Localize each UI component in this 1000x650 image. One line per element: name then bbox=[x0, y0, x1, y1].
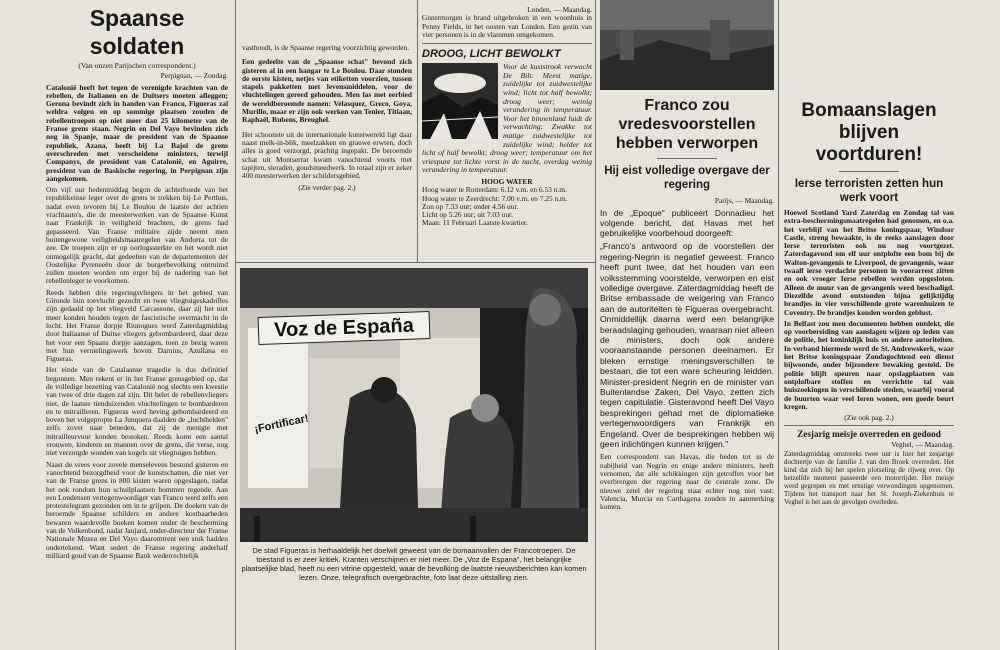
article-spaanse-soldaten bbox=[46, 4, 228, 648]
column-rule bbox=[778, 0, 779, 650]
article-bomaanslagen bbox=[784, 100, 954, 648]
paragraph: Het schoonste uit de internationale kunstwereld ligt daar naast melk-in-blik, meelzakken en grauwe erwten, doch alles is goed verzorgd, prachtig ingepakt. De beroemde schat uit Montserrat kwam vanochtend voorts met tapijten, sieraden, goudsmeedwerk. In totaal zijn er zeker 400 meesterwerken der schildersgebied. bbox=[242, 129, 412, 181]
tide-line: Hoog water te Rotterdam: 6.12 v.m. en 6.53 n.m. bbox=[422, 185, 567, 195]
tide-line: Licht op 5.26 uur; uit 7.03 uur. bbox=[422, 210, 513, 220]
column-rule bbox=[595, 0, 596, 650]
paragraph: In Belfast zou men documenten hebben ontdekt, die op voorbereiding van aanslagen wijzen op leden van de politie, het koninklijk huis en andere autoriteiten. In verband hiermede werd de St. Andrewskerk, waar het Britse koningspaar Zondagochtend een dienst bijwoonde, onder bijzondere bewaking gesteld. De politie blijft speuren naar opslagplaatsen van ontplofbare stoffen en verrichtte tal van huiszoekingen in verschillende steden, waarbij vooral de buurten waar veel Ieren wonen, een goede beurt kregen. bbox=[784, 318, 954, 411]
tide-title: HOOG WATER bbox=[481, 176, 533, 186]
article-headline: Bomaanslagen blijven voortduren! bbox=[801, 100, 937, 165]
column-rule bbox=[235, 0, 236, 650]
section-rule bbox=[235, 262, 595, 263]
brief-title: Zesjarig meisje overreden en gedood bbox=[797, 429, 941, 440]
dateline: Veghel, — Maandag. bbox=[891, 440, 954, 450]
article-title: Spaanse soldaten bbox=[89, 5, 185, 59]
photo-scene bbox=[240, 268, 588, 542]
paragraph: Een gedeelte van de „Spaanse schat" bevond zich gisteren al in een hangar te Le Boulou. Daar stonden de eerste kisten, netjes van etiketten voorzien, tussen stapels pakketten met levensmiddelen, voor de vluchtelingen gereed gehouden. Men las met eerbied de wereldberoemde namen: Velasquez, Greco, Goya, Murillo, maar er zijn ook werken van Tenier, Titiaan, Raphaël, Rubens, Breughel. bbox=[242, 57, 412, 125]
article-continuation bbox=[242, 44, 412, 258]
paragraph: Om vijf uur hedenmiddag begon de achterhoede van het republikeinse leger over de grens te trekken bij Le Perthus, nadat even tevoren bij Le Boulou de laatste der achtien vrachtauto's, die de meesterwerken van de Spaanse Kunst naar Frankrijk in veiligheid brachten, de grens had gepasseerd. Van Franse militaire zijde neemt men buitengewone veiligheidsmaatregelen van Andorra tot de zee. De troepen zijn er op oorlogssterkte en het wordt niet onmogelijk geacht, dat gedeelten van de departementen der Oostelijke Pyreneeën door de burgerbevolking ontruimd zullen moeten worden om erger bij de nadering van het rebellenleger te voorkomen. bbox=[46, 185, 228, 286]
article-subhead: Ierse terroristen zetten hun werk voort bbox=[794, 178, 944, 204]
tide-line: Hoog water te Zeerdrecht: 7.00 v.m. en 7.25 n.m. bbox=[422, 193, 568, 203]
dateline: Londen, — Maandag. bbox=[527, 5, 592, 14]
top-photo bbox=[600, 0, 774, 90]
photo-caption bbox=[240, 546, 588, 606]
tide-line: Maan: 11 Februari Laatste kwartier. bbox=[422, 218, 528, 228]
article-franco bbox=[600, 0, 774, 648]
column-rule bbox=[417, 0, 418, 262]
byline: (Van onzen Parijschen correspondent.) bbox=[78, 61, 196, 70]
paragraph: In de „Epoque" publiceert Donnadieu het volgende bericht, dat Havas met het gebruikelijke voorbehoud doorgeeft: bbox=[600, 208, 774, 239]
paragraph: Reeds hebben drie regeringsvliegers in het gebied van Gironde hun toevlucht gezocht en twee vliegtuigeskadrilles zijn gedaald op het vliegveld Carcassone, daar zij het niet meer konden houden tegen de fascistische overmacht in de lucht. Het Franse dorpje Riunogues werd Zaterdagmiddag door Italiaanse of Duitse vliegers gebombardeerd, daar deze het voor een Spaans dorpje aanzagen, toen ze bezig waren met hun vernielingswerk boven Darnius, Azullana en Figueras. bbox=[46, 287, 228, 364]
paragraph: vasthoudt, is de Spaanse regering voorzichtig geworden. bbox=[242, 44, 410, 52]
tide-line: Zon op 7.33 uur; onder 4.56 uur. bbox=[422, 201, 519, 211]
paragraph: Zaterdagmiddag omstreeks twee uur is hier het zesjarige dochtertje van de familie J. van den Broek overreden. Het kind dat zich bij het spelen plotseling de rijweg over. Op hetzelfde moment passeerde een motorrijder. Het meisje werd gegrepen en met ernstige verwondingen opgenomen. Tijdens het transport naar het St. Joseph-Ziekenhuis te Veghel is het aan de gevolgen overleden. bbox=[784, 449, 954, 506]
divider bbox=[422, 43, 592, 44]
quote-paragraph: „Franco's antwoord op de voorstellen der regering-Negrin is negatief geweest. Franco heeft punt twee, dat het houden van een volksstemming voorstelde, verworpen en eist volledige overgave. Zaterdagmiddag heeft de Britse embassade de weigering van Franco aan de autoriteiten te Figueras overgebracht. Onmiddellijk daarna werd een belangrijke beraadslaging gehouden, waaraan niet alleen de ministers, doch ook andere vooraanstaande personen deelnamen. Er bleken ernstige meningsverschillen te bestaan, die tot een ware scheuring leidden. Minister-president Negrin en de minister van Buitenlandse Zaken, Del Vayo, zetten zich tegen capitulatie. Gisteravond heeft Del Vayo besprekingen gehad met de diplomatieke vertegenwoordigers van Frankrijk en Engeland. Over de besprekingen hebben wij geen inlichtingen kunnen krijgen." bbox=[600, 241, 774, 450]
article-headline: Franco zou vredesvoorstellen hebben verworpen bbox=[615, 97, 759, 152]
lead-paragraph: Catalonië heeft het tegen de verenigde krachten van de rebellen, de Italianen en de Duitsers moeten afleggen; Gerona bevindt zich in handen van Franco, Figueras zal weldra volgen en op sommige plaatsen zouden de rebellentroepen op niet meer dan 25 kilometer van de Franse grens staan. Negrin en Del Vayo bevinden zich nog in Spanje, maar de president van de Spaanse republiek, Azana, heeft bij La Bajol de grens overschreden met verscheidene ministers, terwijl Companys, de president van Catalonië, en Aguirre, president van de Baskische regering, in Perpignan zijn aangekomen. bbox=[46, 82, 228, 183]
figueras-photo bbox=[240, 268, 588, 542]
paragraph: Een correspondent van Havas, die heden tot in de nabijheid van Negrin en enige andere ministers, heeft vernomen, dat alle schikkingen zijn getroffen voor het overbrengen der regering naar de centrale zone. De nieuwe zetel der regering staat echter nog niet vast: Valencia, Murcia en Carthagena zouden in aanmerking komen. bbox=[600, 452, 774, 512]
divider bbox=[839, 171, 899, 172]
continued-note: (Zie verder pag. 2.) bbox=[298, 183, 356, 193]
caption-text: De stad Figueras is herhaaldelijk het doelwit geweest van de bomaanvallen der Francotroepen. De toestand is er zeer kritiek. Kranten verschijnen er niet meer. De „Voz de Espana", het belangrijke plaatselijke blad, heeft nu een vitrine opgesteld, waar de bevolking de laatste nieuwsberichten kan komen lezen. Onze, telegrafisch overgebrachte, foto laat deze uitstalling zien. bbox=[241, 546, 587, 582]
divider bbox=[657, 158, 717, 159]
dateline: Perpignan, — Zondag. bbox=[160, 71, 228, 81]
paragraph: Naast de vrees voor zovele menselevens bestond gisteren en vanochtend bezorgdheid voor de kunstschatten, die niet ver van de Franse grens in 800 kisten waren opgeslagen, nadat het ook rondom hun schuilplaatsen bommen regende. Aan een Londensen vertegenwoordiger van Franco werd zelfs een protestelegram gezonden om in te grijpen. De doeken van de beroemde Spaanse schilders en andere kostbaarheden bewaren waardevolle boeken komen onder de bescherming van de Volkenbond, nadat Jaujard, onder-directeur der Franse Nationale Musea en Del Vayo daaromtrent een stuk hadden ondertekend. Want sedert de Franse regering anderhalf milliard goud van de Spaanse Bank wederrechtelijk bbox=[46, 459, 228, 560]
continued-note: (Zie ook pag. 2.) bbox=[844, 413, 894, 423]
weather-woodcut-icon bbox=[422, 63, 498, 139]
weather-title: DROOG, LICHT BEWOLKT bbox=[422, 48, 561, 61]
column-three bbox=[422, 0, 592, 260]
paragraph: Hoewel Scotland Yard Zaterdag en Zondag tal van extra-beschermingsmaatregelen had genomen, en o.a. het verblijf van het Britse koningspaar, Windsor Castle, streng bewaakte, is de reeks aanslagen door Ierse terroristen ook nu nog voortgezet. Zaterdagavond om elf uur ontplofte een bom bij de Walton-gevangenis te Liverpool, de gevangenis, waar twaalf ierse verdachte personen in voorarrest zitten en ook vroeger Ierse rebellen werden opgesloten. Alleen de muur van de gevangenis werd beschadigd. Diezelfde avond ontstonden bijna gelijktijdig brandjes in vier verschillende grote warenhuizen te Coventry. De brandjes konden worden geblust. bbox=[784, 208, 954, 317]
article-subhead: Hij eist volledige overgave der regering bbox=[604, 165, 770, 191]
paragraph: Gistermorgen is brand uitgebroken in een woonhuis in Penny Fields, in het oosten van Londen. Een gezin van vier personen is in de vlammen omgekomen. bbox=[422, 13, 592, 39]
poster-text: ¡Fortificar! bbox=[253, 412, 310, 436]
dateline: Parijs, — Maandag. bbox=[714, 196, 774, 205]
newspaper-sign: Voz de España bbox=[258, 311, 431, 345]
divider bbox=[784, 425, 954, 426]
street-scene bbox=[600, 0, 774, 90]
weather-illustration bbox=[422, 63, 498, 139]
weather-text: Voor de kuststrook verwacht De Bilt: Meest matige, zuidelijke tot zuidwestelijke wind; licht tot half bewolkt; droog weer; weinig verandering in temperatuur. Voor het binnenland luidt de verwachting: Zwakke tot matige zuidwestelijke tot zuidelijke wind; helder tot licht of half bewolkt; droog weer; temperatuur om het vriespunt tot lichte vorst in de nacht, overdag weinig verandering in temperatuur. bbox=[422, 62, 592, 175]
paragraph: Het einde van de Catalaanse tragedie is dus definitief begonnen. Men rekent er in het Franse grensgebied op, dat de volledige bezetting van Catalonië nog slechts een kwestie van twee of drie dagen zal zijn. Dit belet de rebellenvliegers niet, de laatste tienduizenden vluchtelingen te bombarderen en te mitrailleren. Figueras werd heving gebombardeerd en boven het volgepropte La Junquera daalden de „luchthelden" zelfs zover naar beneden, dat zij de menigte met mitrailleurvuur konden bestoken. Reeds komt een aantal vrouwen, kinderen en mannen over de grens, die verse, nog niet verzorgde wonden van kogels uit vliegtuigen hebben. bbox=[46, 365, 228, 458]
